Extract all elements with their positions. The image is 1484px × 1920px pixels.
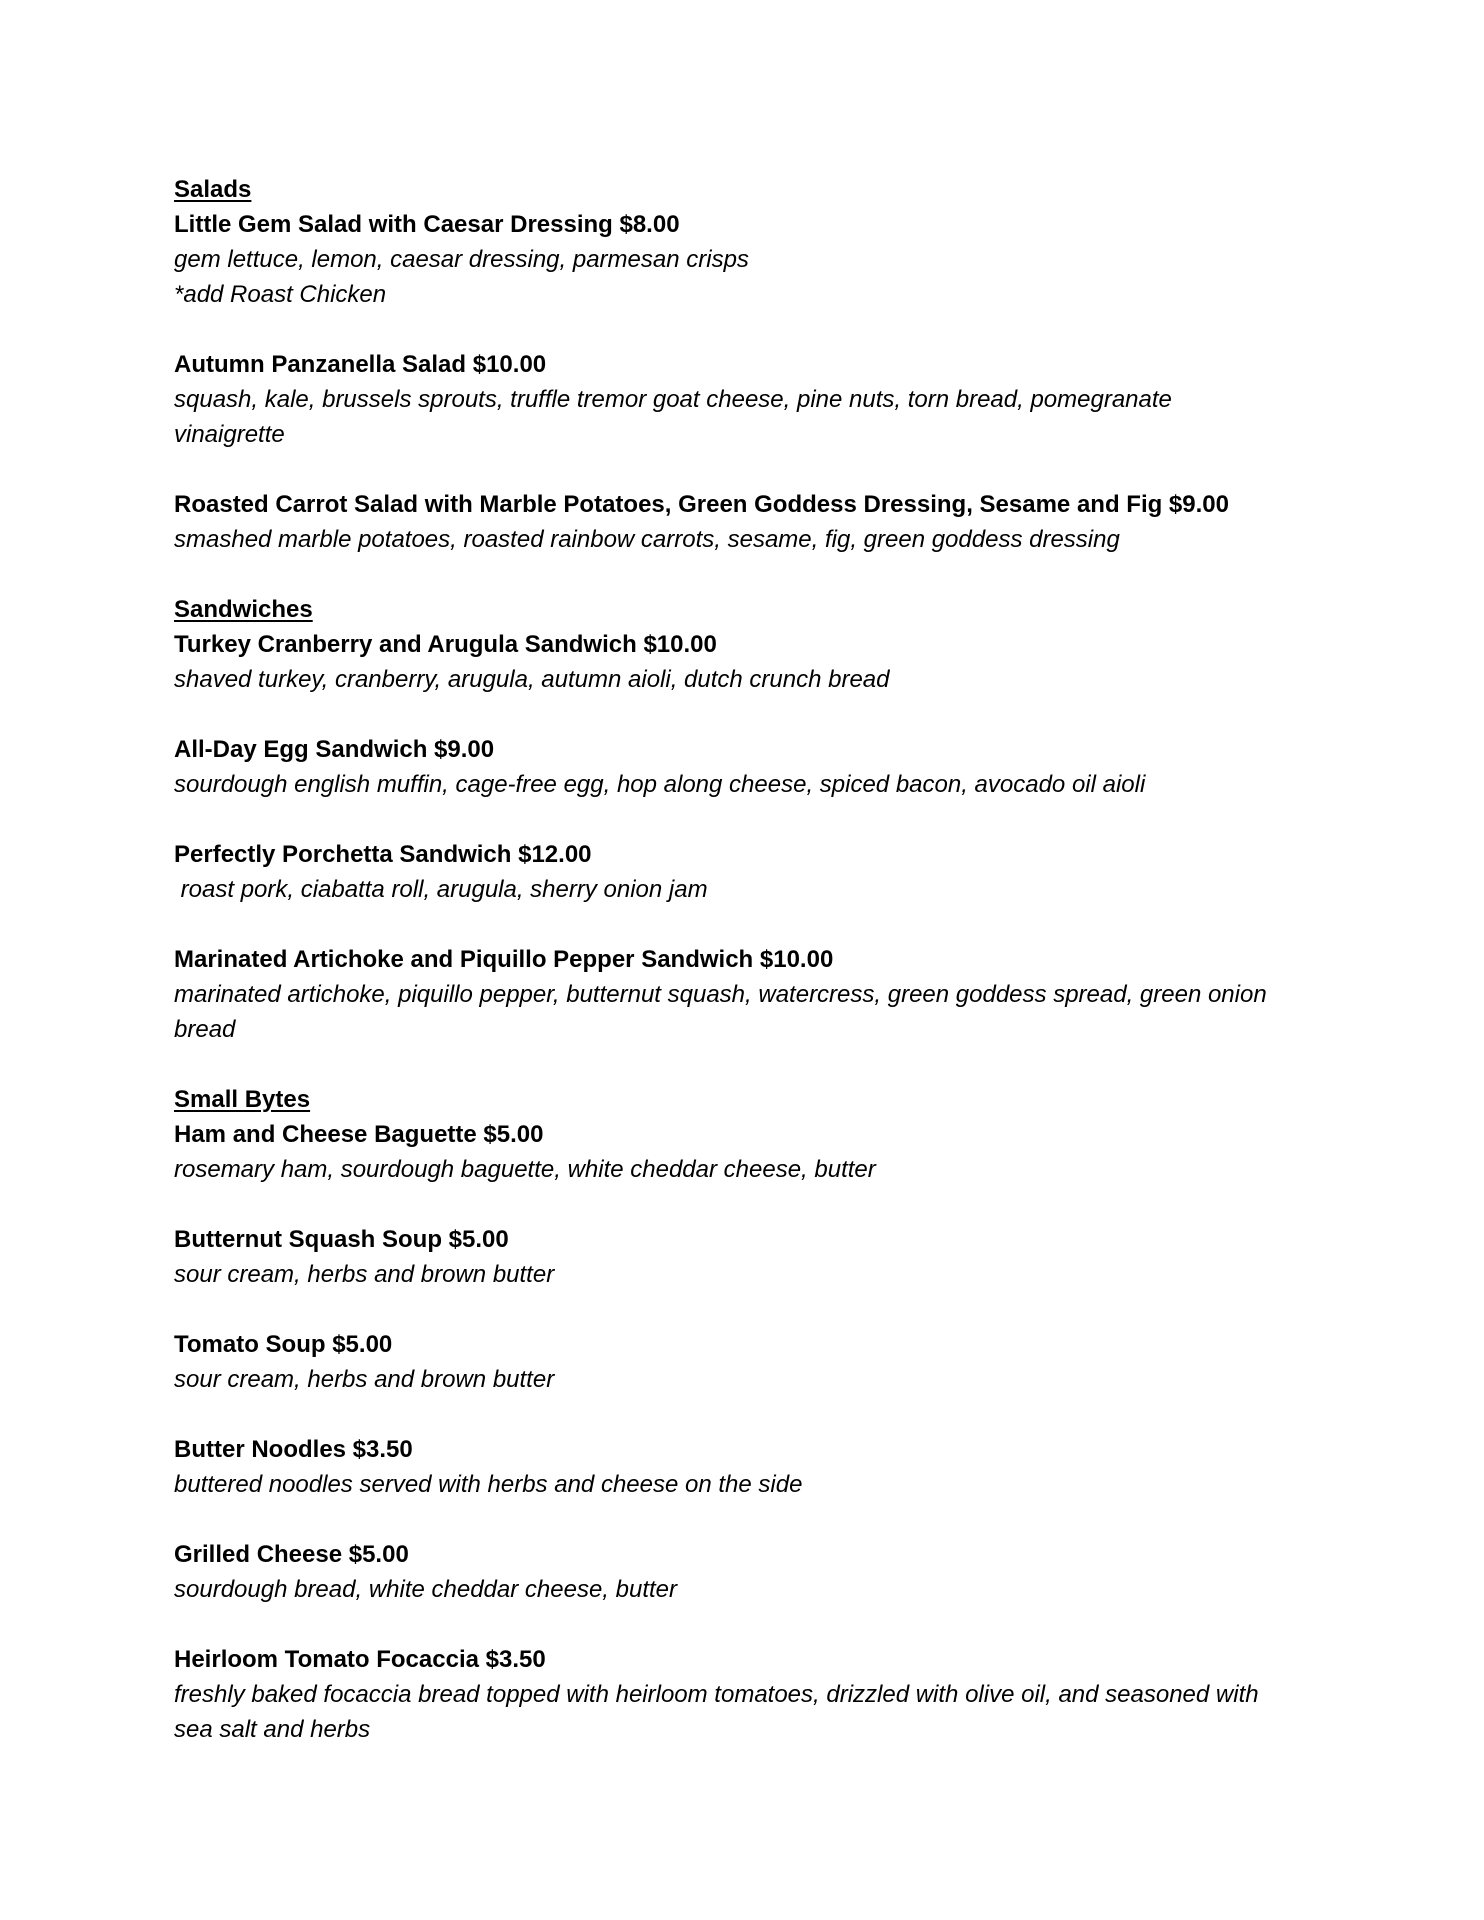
menu-item: [174, 942, 1334, 1047]
menu-item-description: sour cream, herbs and brown butter: [174, 1366, 555, 1393]
section-heading-salads: Salads: [174, 176, 252, 203]
menu-item-title: Butter Noodles $3.50: [174, 1436, 413, 1463]
menu-item-title: Autumn Panzanella Salad $10.00: [174, 351, 547, 378]
menu-item-title: Tomato Soup $5.00: [174, 1331, 393, 1358]
menu-item: [174, 1327, 1334, 1397]
menu-item: [174, 732, 1334, 802]
menu-item-description: sour cream, herbs and brown butter: [174, 1261, 555, 1288]
menu-item-description: marinated artichoke, piquillo pepper, butternut squash, watercress, green goddess spread, green onion: [174, 981, 1267, 1008]
menu-item-description: rosemary ham, sourdough baguette, white cheddar cheese, butter: [174, 1156, 876, 1183]
menu-item-description: roast pork, ciabatta roll, arugula, sherry onion jam: [174, 876, 708, 903]
menu-item-title: All-Day Egg Sandwich $9.00: [174, 736, 495, 763]
menu-item: [174, 1117, 1334, 1187]
menu-item-title: Turkey Cranberry and Arugula Sandwich $10.00: [174, 631, 717, 658]
menu-item: [174, 627, 1334, 697]
menu-item-description: bread: [174, 1016, 236, 1043]
section-heading-sandwiches: Sandwiches: [174, 596, 313, 623]
menu-item: [174, 487, 1334, 557]
menu-item-title: Little Gem Salad with Caesar Dressing $8.00: [174, 211, 680, 238]
menu-item-title: Roasted Carrot Salad with Marble Potatoes, Green Goddess Dressing, Sesame and Fig $9.00: [174, 491, 1229, 518]
menu-item-description: sourdough english muffin, cage-free egg, hop along cheese, spiced bacon, avocado oil aioli: [174, 771, 1146, 798]
menu-item-title: Perfectly Porchetta Sandwich $12.00: [174, 841, 592, 868]
menu-item-title: Marinated Artichoke and Piquillo Pepper Sandwich $10.00: [174, 946, 834, 973]
menu-item-description: vinaigrette: [174, 421, 285, 448]
menu-item-note: *add Roast Chicken: [174, 281, 387, 308]
menu-item-description: shaved turkey, cranberry, arugula, autumn aioli, dutch crunch bread: [174, 666, 890, 693]
menu-item: [174, 207, 1334, 312]
menu-item-description: freshly baked focaccia bread topped with heirloom tomatoes, drizzled with olive oil, and seasoned with: [174, 1681, 1259, 1708]
menu-item-description: smashed marble potatoes, roasted rainbow carrots, sesame, fig, green goddess dressing: [174, 526, 1120, 553]
menu-item-description: sourdough bread, white cheddar cheese, butter: [174, 1576, 678, 1603]
section-heading-small-bytes: Small Bytes: [174, 1086, 311, 1113]
menu-item: [174, 1222, 1334, 1292]
menu-item-description: gem lettuce, lemon, caesar dressing, parmesan crisps: [174, 246, 749, 273]
menu-item: [174, 837, 1334, 907]
menu-item: [174, 347, 1334, 452]
menu-item-description: sea salt and herbs: [174, 1716, 371, 1743]
menu-item: [174, 1642, 1334, 1747]
menu-item: [174, 1537, 1334, 1607]
menu-item: [174, 1432, 1334, 1502]
menu-item-title: Butternut Squash Soup $5.00: [174, 1226, 509, 1253]
menu-item-title: Ham and Cheese Baguette $5.00: [174, 1121, 544, 1148]
menu-item-title: Grilled Cheese $5.00: [174, 1541, 409, 1568]
menu-page: [174, 172, 1334, 1747]
menu-item-title: Heirloom Tomato Focaccia $3.50: [174, 1646, 546, 1673]
menu-item-description: squash, kale, brussels sprouts, truffle tremor goat cheese, pine nuts, torn bread, pomegranate: [174, 386, 1172, 413]
menu-item-description: buttered noodles served with herbs and cheese on the side: [174, 1471, 803, 1498]
